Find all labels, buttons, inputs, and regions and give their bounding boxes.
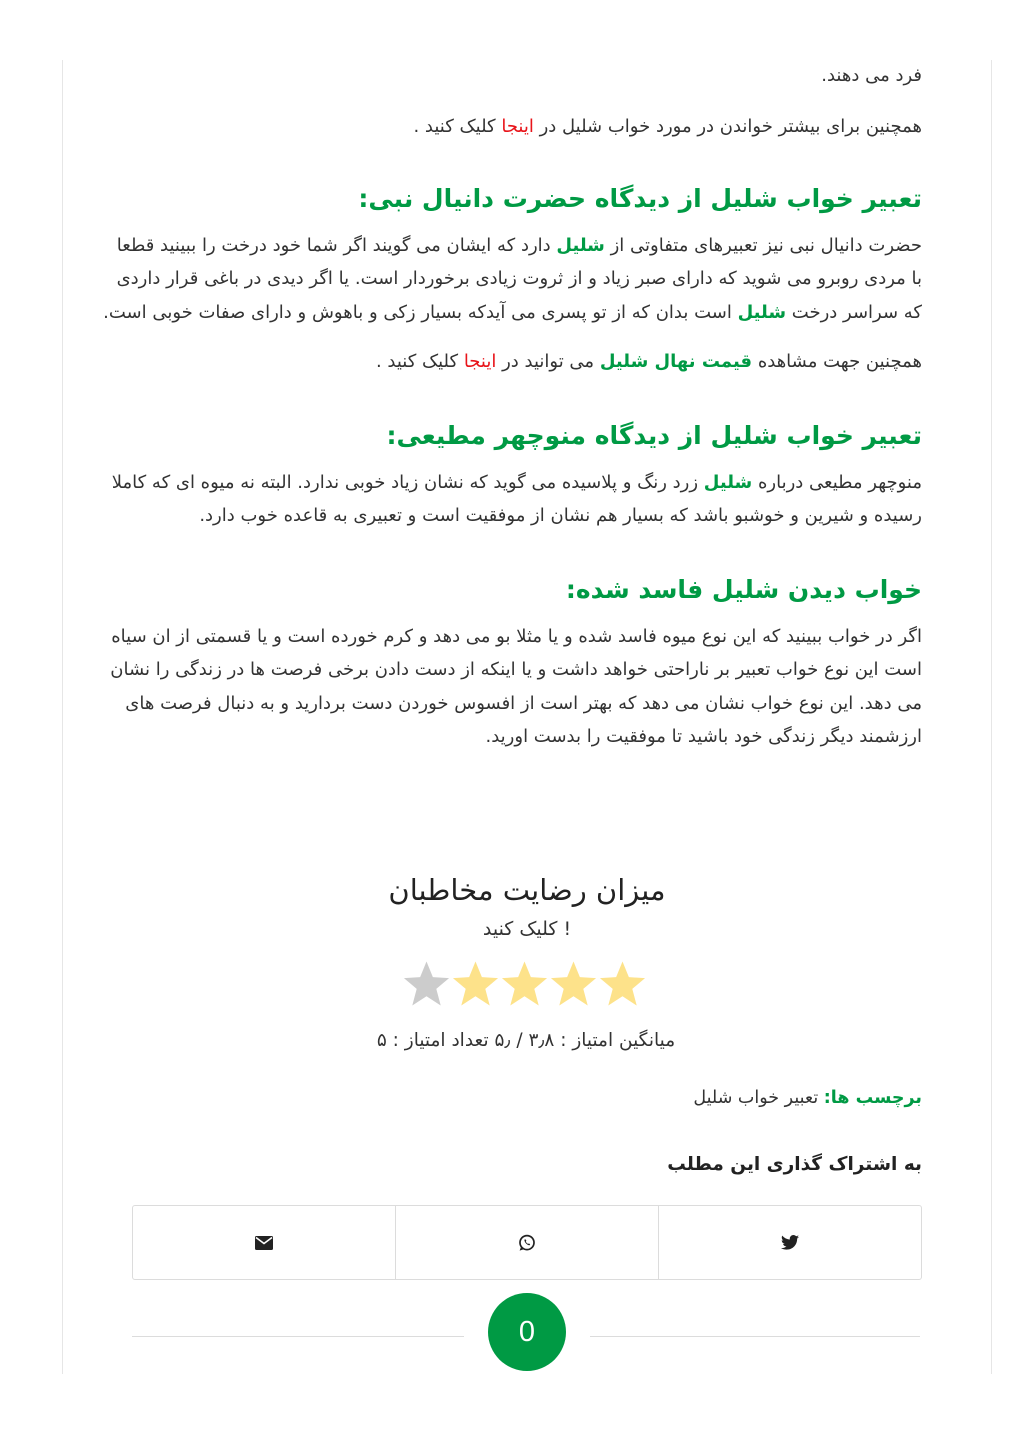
article-body [102, 60, 922, 754]
rating-star-1[interactable] [402, 958, 451, 1010]
share-email-button[interactable] [133, 1206, 395, 1279]
s1-keyword-1: شلیل [556, 234, 605, 256]
s1-keyword-2: شلیل [737, 301, 787, 323]
s2-keyword: شلیل [703, 471, 753, 493]
rating-star-2[interactable] [451, 958, 500, 1010]
s2-text-b: زرد رنگ و پلاسیده می گوید که نشان زیاد خوبی ندارد. البته نه میوه ای که کاملا رسیده و شیرین و خوشبو باشد که بسیار هم نشان از موفقیت است و تعبیری به قاعده خوب دارد. [111, 471, 922, 526]
comment-count-badge[interactable]: 0 [488, 1293, 566, 1371]
link2-mid: می توانید در [496, 351, 600, 372]
link2-after: کلیک کنید . [375, 351, 464, 372]
twitter-icon [781, 1235, 799, 1250]
s1-text-b: دارد که ایشان می گویند اگر شما خود درخت را ببینید قطعا با مردی روبرو می شوید که دارای صبر زیاد و از ثروت زیادی برخوردار است. یا اگر دیدی در باغی قرار داردی که سراسر درخت [116, 234, 922, 323]
email-icon [255, 1236, 273, 1250]
section2-heading: تعبیر خواب شلیل از دیدگاه منوچهر مطیعی: [386, 420, 922, 450]
link1-after: کلیک کنید . [413, 116, 502, 137]
rating-star-5[interactable] [598, 958, 647, 1010]
tags-label: برچسب ها: [823, 1088, 922, 1108]
section2-paragraph [102, 466, 922, 533]
intro-tail: فرد می دهند. [821, 65, 922, 86]
s1-text-c: است بدان که از تو پسری می آیدکه بسیار زکی و باهوش و دارای صفات خوبی است. [103, 301, 738, 323]
tags-line [693, 1088, 922, 1108]
s1-text-a: حضرت دانیال نبی نیز تعبیرهای متفاوتی از [604, 234, 922, 256]
rating-stars[interactable] [402, 958, 650, 1010]
divider-left [132, 1336, 464, 1337]
rating-average: میانگین امتیاز : ۳٫۸ / ۵٫ تعداد امتیاز : ۵ [376, 1030, 676, 1051]
section1-heading: تعبیر خواب شلیل از دیدگاه حضرت دانیال نبی: [358, 183, 922, 213]
rating-star-3[interactable] [500, 958, 549, 1010]
whatsapp-icon [518, 1234, 536, 1252]
rating-star-4[interactable] [549, 958, 598, 1010]
link1-anchor[interactable]: اینجا [501, 116, 534, 137]
paragraph-link1 [102, 110, 922, 144]
link1-before: همچنین برای بیشتر خواندن در مورد خواب شلیل در [533, 116, 922, 137]
rating-block [0, 868, 1024, 943]
link2-anchor[interactable]: اینجا [463, 351, 497, 372]
rating-title: میزان رضایت مخاطبان [388, 873, 666, 907]
share-buttons [132, 1205, 922, 1280]
section1-paragraph [102, 229, 922, 330]
share-whatsapp-button[interactable] [395, 1206, 658, 1279]
link2-keyword[interactable]: قیمت نهال شلیل [599, 351, 753, 372]
tag-link[interactable]: تعبیر خواب شلیل [693, 1088, 819, 1108]
share-twitter-button[interactable] [658, 1206, 921, 1279]
section3-heading: خواب دیدن شلیل فاسد شده: [565, 574, 922, 604]
share-title: به اشتراک گذاری این مطلب [667, 1154, 922, 1175]
link2-before: همچنین جهت مشاهده [752, 351, 922, 372]
paragraph-link2 [102, 345, 922, 379]
s2-text-a: منوچهر مطیعی درباره [752, 471, 922, 493]
divider-right [590, 1336, 920, 1337]
rating-subtitle: کلیک کنید ! [482, 918, 572, 940]
section3-paragraph: اگر در خواب ببینید که این نوع میوه فاسد شده و یا مثلا بو می دهد و کرم خورده است و یا قسمتی از ان سیاه است این نوع خواب تعبیر بر ناراحتی خواهد داشت و یا اینکه از دست دادن برخی فرصت ها در زندگی را نشان می دهد. این نوع خواب نشان می دهد که بهتر است از افسوس خوردن دست بردارید و به دنبال فرصت های ارزشمند دیگر زندگی خود باشید تا موفقیت را بدست اورید. [110, 625, 922, 747]
